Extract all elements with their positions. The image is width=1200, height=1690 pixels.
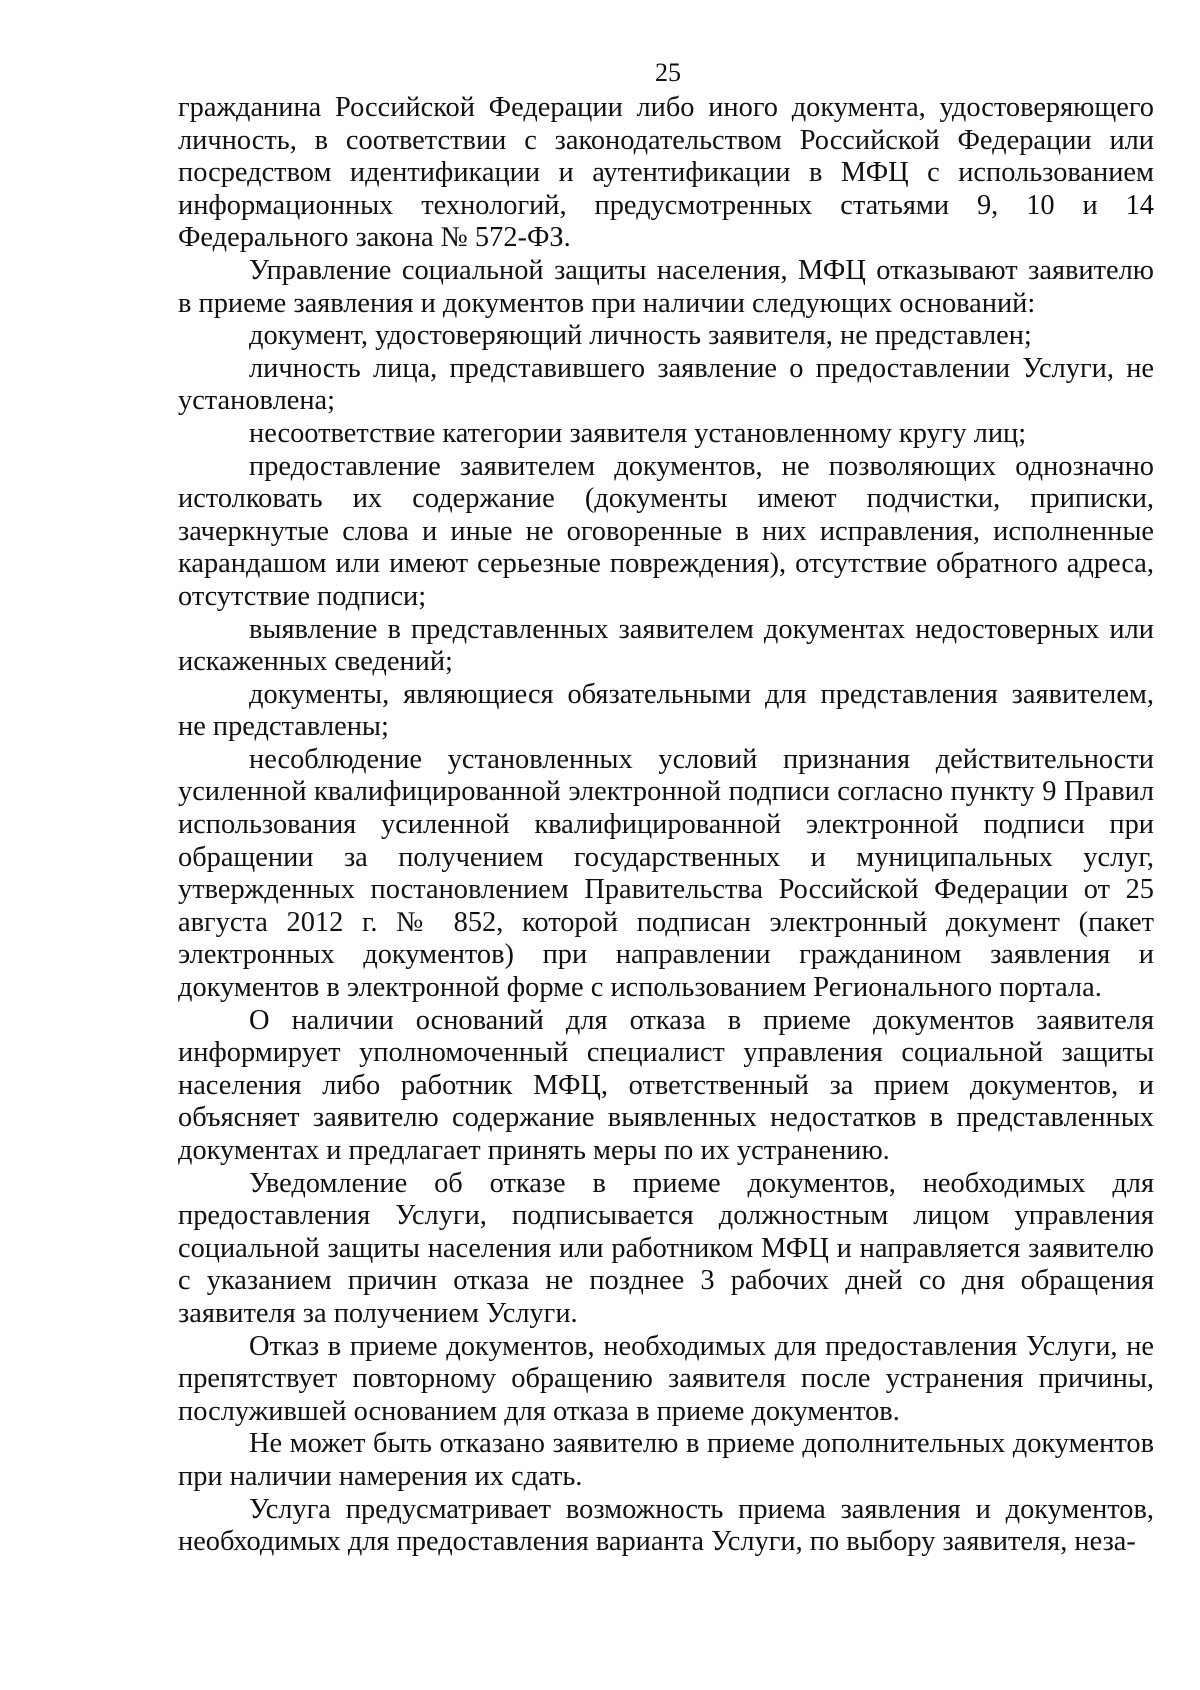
paragraph-informing-applicant: О наличии оснований для отказа в приеме документов заявителя информирует уполномоченный специалист управления социальной защиты населения либо работник МФЦ, ответственный за прием документов, и объясняет заявителю содержание выявленных недостатков в представленных документах и предлагает принять меры по их устранению.: [178, 1004, 1154, 1166]
paragraph-repeat-application: Отказ в приеме документов, необходимых для предоставления Услуги, не препятствует повторному обращению заявителя после устранения причины, послужившей основанием для отказа в приеме документов.: [178, 1330, 1154, 1427]
paragraph-refusal-notice: Уведомление об отказе в приеме документов, необходимых для предоставления Услуги, подписывается должностным лицом управления социальной защиты населения или работником МФЦ и направляется заявителю с указанием причин отказа не позднее 3 рабочих дней со дня обращения заявителя за получением Услуги.: [178, 1167, 1154, 1329]
paragraph-submission-options: Услуга предусматривает возможность приема заявления и документов, необходимых для предоставления варианта Услуги, по выбору заявителя, неза-: [178, 1493, 1154, 1558]
list-item-electronic-signature: несоблюдение установленных условий признания действительности усиленной квалифицированной электронной подписи согласно пункту 9 Правил использования усиленной квалифицированной электронной подписи при обращении за получением государственных и муниципальных услуг, утвержденных постановлением Правительства Российской Федерации от 25 августа 2012 г. № 852, которой подписан электронный документ (пакет электронных документов) при направлении гражданином заявления и документов в электронной форме с использованием Регионального портала.: [178, 743, 1154, 1004]
page-number: 25: [655, 58, 681, 87]
paragraph-continuation: гражданина Российской Федерации либо иного документа, удостоверяющего личность, в соответствии с законодательством Российской Федерации или посредством идентификации и аутентификации в МФЦ с использованием информационных технологий, предусмотренных статьями 9, 10 и 14 Федерального закона № 572-ФЗ.: [178, 92, 1154, 254]
list-item-mandatory-documents: документы, являющиеся обязательными для представления заявителем, не представлены;: [178, 678, 1154, 743]
list-item-identity-not-established: личность лица, представившего заявление о предоставлении Услуги, не установлена;: [178, 352, 1154, 417]
paragraph-additional-documents: Не может быть отказано заявителю в приеме дополнительных документов при наличии намерения их сдать.: [178, 1428, 1154, 1492]
list-item-category-mismatch: несоответствие категории заявителя установленному кругу лиц;: [249, 417, 1027, 449]
paragraph-refusal-grounds-intro: Управление социальной защиты населения, МФЦ отказывают заявителю в приеме заявления и документов при наличии следующих оснований:: [178, 254, 1154, 319]
list-item-false-information: выявление в представленных заявителем документах недостоверных или искаженных сведений;: [178, 613, 1154, 678]
list-item-ambiguous-documents: предоставление заявителем документов, не позволяющих однозначно истолковать их содержание (документы имеют подчистки, приписки, зачеркнутые слова и иные не оговоренные в них исправления, исполненные карандашом или имеют серьезные повреждения), отсутствие обратного адреса, отсутствие подписи;: [178, 450, 1154, 612]
document-body: [178, 92, 1154, 1559]
list-item-identity-document: документ, удостоверяющий личность заявителя, не представлен;: [249, 320, 1032, 352]
